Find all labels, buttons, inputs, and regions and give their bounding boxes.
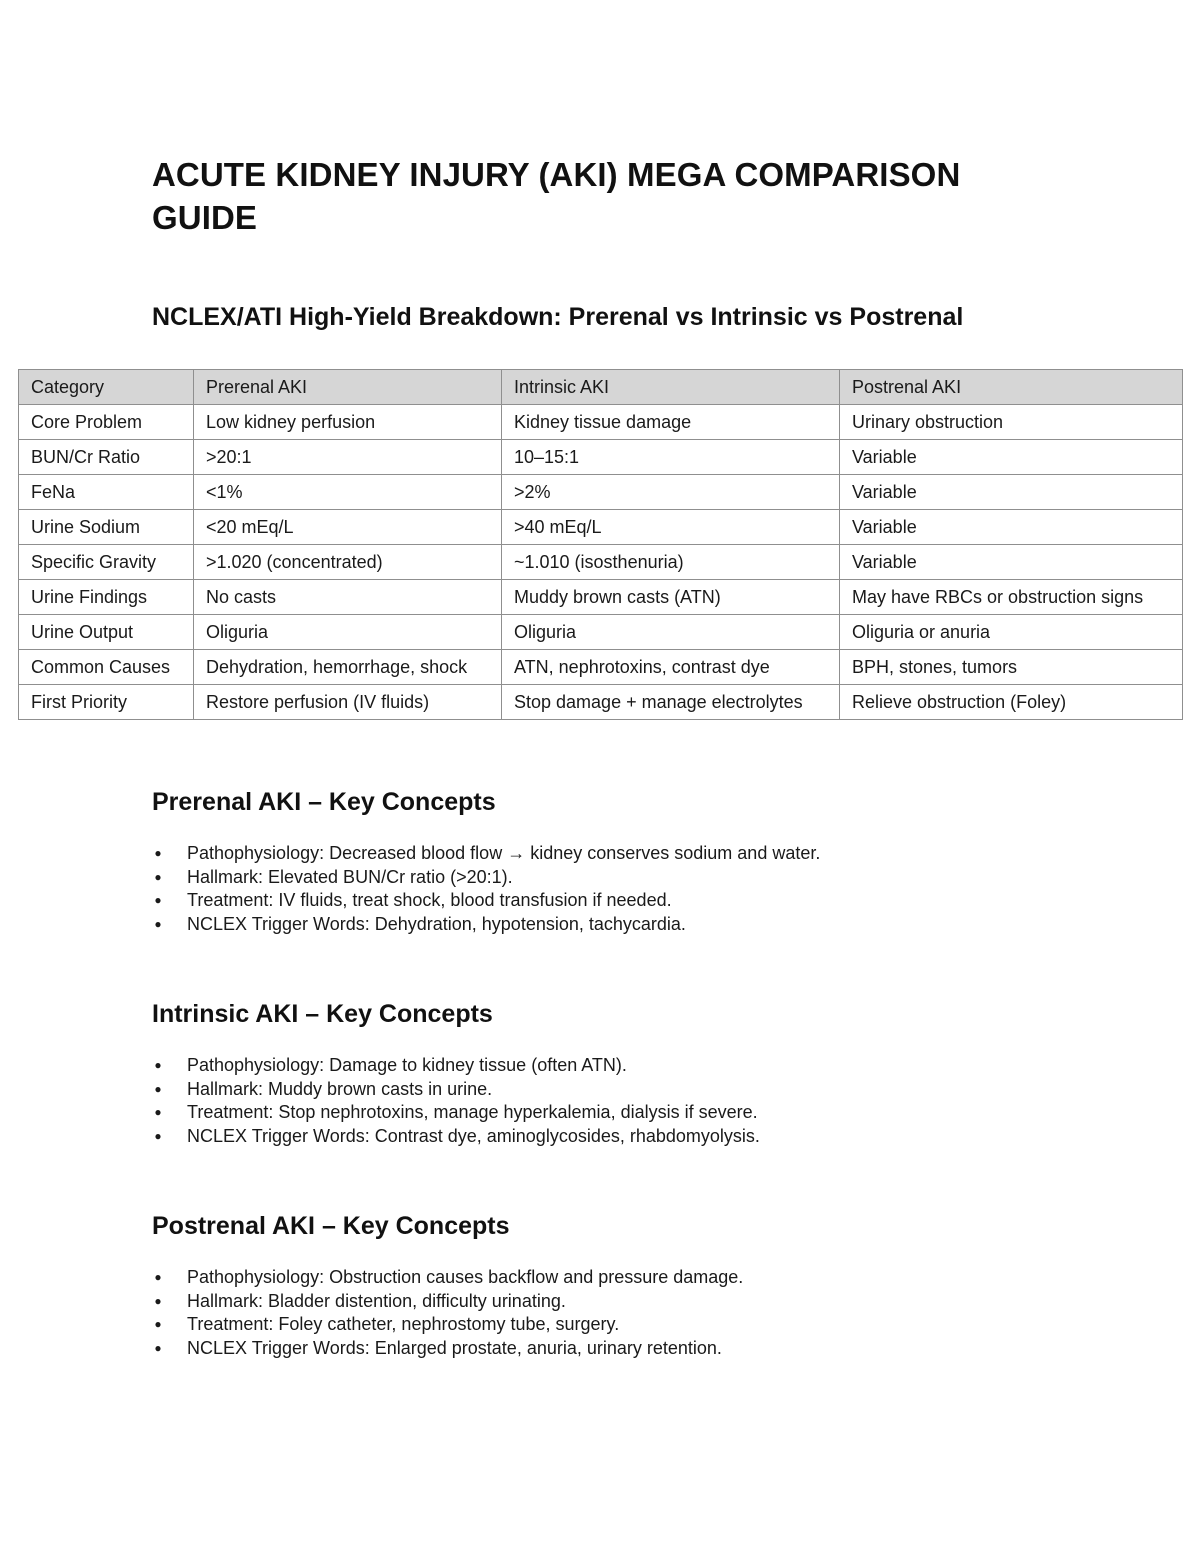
list-item [152, 1337, 743, 1361]
list-item [152, 1125, 760, 1149]
list-item [152, 913, 820, 937]
list-item-text: Treatment: Stop nephrotoxins, manage hyperkalemia, dialysis if severe. [187, 1102, 758, 1123]
bullet-dot-icon: ● [154, 1058, 162, 1072]
list-item [152, 1290, 743, 1314]
list-item [152, 1054, 760, 1078]
list-item [152, 1078, 760, 1102]
table-cell: Variable [840, 475, 1183, 510]
table-header-cell: Intrinsic AKI [502, 370, 840, 405]
table-cell: Urine Output [19, 615, 194, 650]
table-header-cell: Category [19, 370, 194, 405]
list-item [152, 842, 820, 866]
table-cell: BPH, stones, tumors [840, 650, 1183, 685]
table-cell: Restore perfusion (IV fluids) [194, 685, 502, 720]
bullet-list [152, 1054, 760, 1148]
table-row [19, 475, 1183, 510]
bullet-dot-icon: ● [154, 916, 162, 931]
table-cell: 10–15:1 [502, 440, 840, 475]
table-cell: No casts [194, 580, 502, 615]
bullet-dot-icon: ● [154, 1340, 162, 1355]
section-prerenal [152, 785, 1152, 934]
page-title: ACUTE KIDNEY INJURY (AKI) MEGA COMPARISON GUIDE [152, 156, 961, 236]
list-item-text: Treatment: IV fluids, treat shock, blood transfusion if needed. [187, 890, 672, 911]
bullet-list [152, 842, 820, 936]
list-item-text: Hallmark: Elevated BUN/Cr ratio (>20:1). [187, 866, 513, 887]
list-item-text: Pathophysiology: Decreased blood flow → kidney conserves sodium and water. [187, 843, 821, 863]
table-header-cell: Postrenal AKI [840, 370, 1183, 405]
table-cell: <20 mEq/L [194, 510, 502, 545]
table-cell: Stop damage + manage electrolytes [502, 685, 840, 720]
bullet-dot-icon: ● [154, 846, 162, 860]
bullet-dot-icon: ● [154, 869, 162, 884]
section-heading: Intrinsic AKI – Key Concepts [152, 1000, 493, 1028]
bullet-list [152, 1266, 743, 1360]
table-cell: Low kidney perfusion [194, 405, 502, 440]
section-heading: Prerenal AKI – Key Concepts [152, 788, 496, 816]
table-cell: ~1.010 (isosthenuria) [502, 545, 840, 580]
table-row [19, 615, 1183, 650]
table-cell: >40 mEq/L [502, 510, 840, 545]
list-item [152, 889, 820, 913]
list-item [152, 1101, 760, 1125]
table-cell: Dehydration, hemorrhage, shock [194, 650, 502, 685]
bullet-dot-icon: ● [154, 1081, 162, 1096]
table-cell: Muddy brown casts (ATN) [502, 580, 840, 615]
table-cell: Urine Findings [19, 580, 194, 615]
bullet-dot-icon: ● [154, 1128, 162, 1143]
table-header-row [19, 370, 1183, 405]
list-item-text: Hallmark: Bladder distention, difficulty urinating. [187, 1290, 566, 1311]
list-item [152, 866, 820, 890]
table-cell: FeNa [19, 475, 194, 510]
bullet-dot-icon: ● [154, 1317, 162, 1332]
table-cell: May have RBCs or obstruction signs [840, 580, 1183, 615]
table-row [19, 510, 1183, 545]
table-cell: Core Problem [19, 405, 194, 440]
table-cell: Urine Sodium [19, 510, 194, 545]
list-item-text: NCLEX Trigger Words: Enlarged prostate, anuria, urinary retention. [187, 1337, 722, 1358]
section-postrenal [152, 1209, 1152, 1358]
table-cell: <1% [194, 475, 502, 510]
list-item-text: NCLEX Trigger Words: Contrast dye, aminoglycosides, rhabdomyolysis. [187, 1125, 760, 1146]
section-heading: Postrenal AKI – Key Concepts [152, 1212, 510, 1240]
table-row [19, 545, 1183, 580]
table-row [19, 650, 1183, 685]
page-subtitle: NCLEX/ATI High-Yield Breakdown: Prerenal vs Intrinsic vs Postrenal [152, 303, 964, 331]
table-cell: Oliguria [194, 615, 502, 650]
bullet-dot-icon: ● [154, 893, 162, 908]
table-cell: Variable [840, 545, 1183, 580]
table-header-cell: Prerenal AKI [194, 370, 502, 405]
table-cell: Urinary obstruction [840, 405, 1183, 440]
aki-comparison-table [18, 369, 1183, 720]
table-cell: First Priority [19, 685, 194, 720]
table-cell: >20:1 [194, 440, 502, 475]
table-cell: Kidney tissue damage [502, 405, 840, 440]
list-item-text: Pathophysiology: Obstruction causes backflow and pressure damage. [187, 1267, 744, 1287]
table-row [19, 580, 1183, 615]
table-row [19, 405, 1183, 440]
table-row [19, 440, 1183, 475]
table-cell: Variable [840, 510, 1183, 545]
table-cell: Relieve obstruction (Foley) [840, 685, 1183, 720]
table-row [19, 685, 1183, 720]
bullet-dot-icon: ● [154, 1293, 162, 1308]
table-cell: Common Causes [19, 650, 194, 685]
table-cell: >1.020 (concentrated) [194, 545, 502, 580]
list-item [152, 1313, 743, 1337]
table-cell: Specific Gravity [19, 545, 194, 580]
list-item [152, 1266, 743, 1290]
table-cell: >2% [502, 475, 840, 510]
table-cell: ATN, nephrotoxins, contrast dye [502, 650, 840, 685]
section-intrinsic [152, 997, 1152, 1146]
list-item-text: NCLEX Trigger Words: Dehydration, hypotension, tachycardia. [187, 913, 686, 934]
table-cell: Oliguria [502, 615, 840, 650]
bullet-dot-icon: ● [154, 1270, 162, 1284]
list-item-text: Hallmark: Muddy brown casts in urine. [187, 1078, 493, 1099]
table-cell: Variable [840, 440, 1183, 475]
bullet-dot-icon: ● [154, 1105, 162, 1120]
list-item-text: Pathophysiology: Damage to kidney tissue (often ATN). [187, 1055, 627, 1075]
table-cell: Oliguria or anuria [840, 615, 1183, 650]
list-item-text: Treatment: Foley catheter, nephrostomy tube, surgery. [187, 1314, 620, 1335]
table-cell: BUN/Cr Ratio [19, 440, 194, 475]
